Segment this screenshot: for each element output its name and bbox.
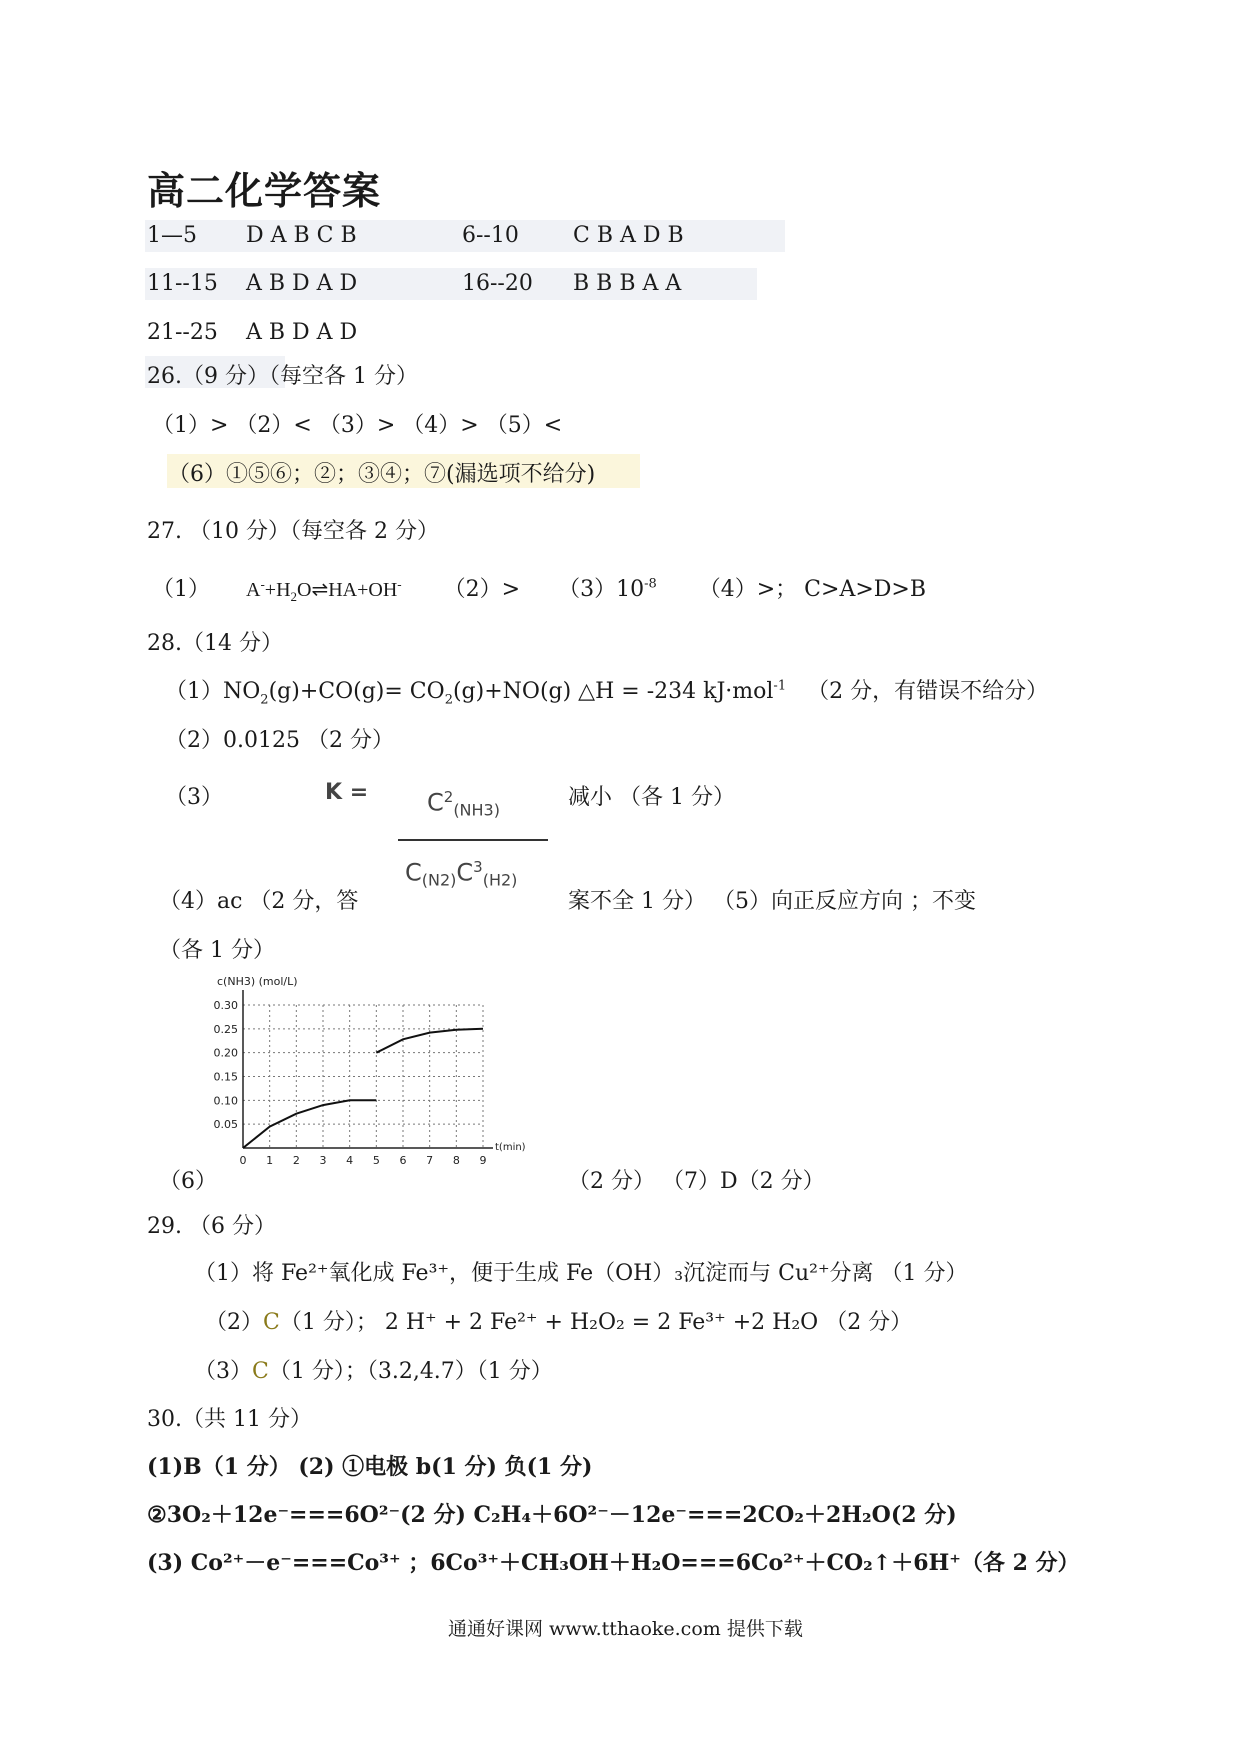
q28-line-2: （2）0.0125 （2 分） [165,728,394,753]
k-numerator: $C^2_{(NH3)}$ [427,788,500,820]
q28-line-3-prefix: （3） [165,785,223,810]
x-axis-label: t(min) [495,1142,526,1153]
x-tick-label: 6 [399,1154,407,1167]
q27-answers [152,572,926,605]
q30-heading: 30.（共 11 分） [147,1407,312,1432]
y-tick-label: 0.25 [213,1022,238,1036]
q29-3-answer: C [252,1359,269,1384]
nh3-concentration-chart [205,970,535,1180]
mc-row-1-label-b: 6--10 [462,223,519,248]
q29-line-1: （1）将 Fe²⁺氧化成 Fe³⁺，便于生成 Fe（OH）₃沉淀而与 Cu²⁺分离 （1 分） [194,1261,968,1286]
q26-answers-line-1: （1）> （2）< （3）> （4）> （5）< [152,413,563,438]
x-tick-label: 5 [372,1154,380,1167]
q28-k-label: K = [325,780,369,805]
q27-equation: $A^-+H_2O\rightleftharpoons HA+OH^-$ [246,576,402,604]
y-tick-label: 0.10 [213,1094,238,1108]
q27-heading: 27. （10 分）（每空各 2 分） [147,519,439,544]
q29-line-3: （3）C（1 分）；（3.2,4.7）（1 分） [194,1359,553,1384]
mc-row-2-answers-b: B B B A A [573,271,682,296]
y-tick-label: 0.30 [213,999,238,1012]
x-tick-label: 4 [346,1154,354,1167]
mc-row-3-label: 21--25 [147,320,218,345]
q28-heading: 28.（14 分） [147,631,283,656]
x-tick-label: 7 [426,1154,434,1167]
q26-answers-line-2: （6）①⑤⑥；②；③④；⑦(漏选项不给分) [168,462,596,487]
q29-heading: 29. （6 分） [147,1214,276,1239]
mc-row-2-answers-a: A B D A D [246,271,358,296]
q28-line-1: $(1)NO_2(g)+CO(g)= CO_2(g)+NO(g)$ △H = -234 kJ·mol$^{-1}$ （2 分，有错误不给分） [165,678,1049,708]
q30-line-1: (1)B（1 分） (2) ①电极 b(1 分) 负(1 分) [147,1454,593,1480]
footer-source: 通通好课网 www.tthaoke.com 提供下载 [448,1618,803,1640]
x-tick-label: 8 [452,1154,460,1167]
x-tick-label: 0 [239,1154,247,1167]
x-tick-label: 9 [479,1154,487,1167]
q27-part-4: （4）>； C>A>D>B [698,577,927,602]
q29-2-answer: C [263,1310,280,1335]
q28-line-4-a: （4）ac （2 分，答 [159,889,359,914]
mc-row-3-answers: A B D A D [246,320,358,345]
mc-row-2-label-b: 16--20 [462,271,533,296]
q27-part-2: （2）> [443,577,521,602]
q30-line-2: ②3O₂＋12e⁻===6O²⁻(2 分) C₂H₄＋6O²⁻－12e⁻===2CO₂＋2H₂O(2 分) [147,1502,957,1528]
mc-row-1-answers-a: D A B C B [246,223,357,248]
k-fraction-bar [398,839,548,841]
q27-part-1: （1） [152,577,210,602]
x-tick-label: 2 [292,1154,300,1167]
mc-row-1-label-a: 1—5 [147,223,197,248]
k-denominator: $C_{(N2)}C^3_{(H2)}$ [405,858,518,890]
y-tick-label: 0.05 [213,1118,238,1132]
page-title: 高二化学答案 [147,169,382,213]
mc-row-1-answers-b: C B A D B [573,223,684,248]
mc-row-2-label-a: 11--15 [147,271,218,296]
q28-line-6-prefix: （6） [159,1169,217,1194]
y-tick-label: 0.15 [213,1070,238,1084]
q28-line-3-suffix: 减小 （各 1 分） [568,785,735,810]
q28-line-4-b: 案不全 1 分） （5）向正反应方向 ；不变 [568,889,976,914]
q29-line-2: （2）C（1 分）； 2 H⁺ + 2 Fe²⁺ + H₂O₂ = 2 Fe³⁺ +2 H₂O （2 分） [205,1310,913,1335]
q27-part-3: （3）10 [558,577,645,602]
q26-heading: 26.（9 分）（每空各 1 分） [147,364,418,389]
q27-part-3-exponent: -8 [644,576,657,592]
x-tick-label: 1 [266,1154,274,1167]
q28-line-6-suffix: （2 分） （7）D（2 分） [568,1169,825,1194]
q28-line-5: （各 1 分） [159,938,275,963]
q30-line-3: (3) Co²⁺－e⁻===Co³⁺ ；6Co³⁺＋CH₃OH＋H₂O===6Co²⁺＋CO₂↑＋6H⁺（各 2 分） [147,1550,1080,1576]
y-axis-label: c(NH3) (mol/L) [217,975,298,988]
x-tick-label: 3 [319,1154,327,1167]
y-tick-label: 0.20 [213,1046,238,1060]
